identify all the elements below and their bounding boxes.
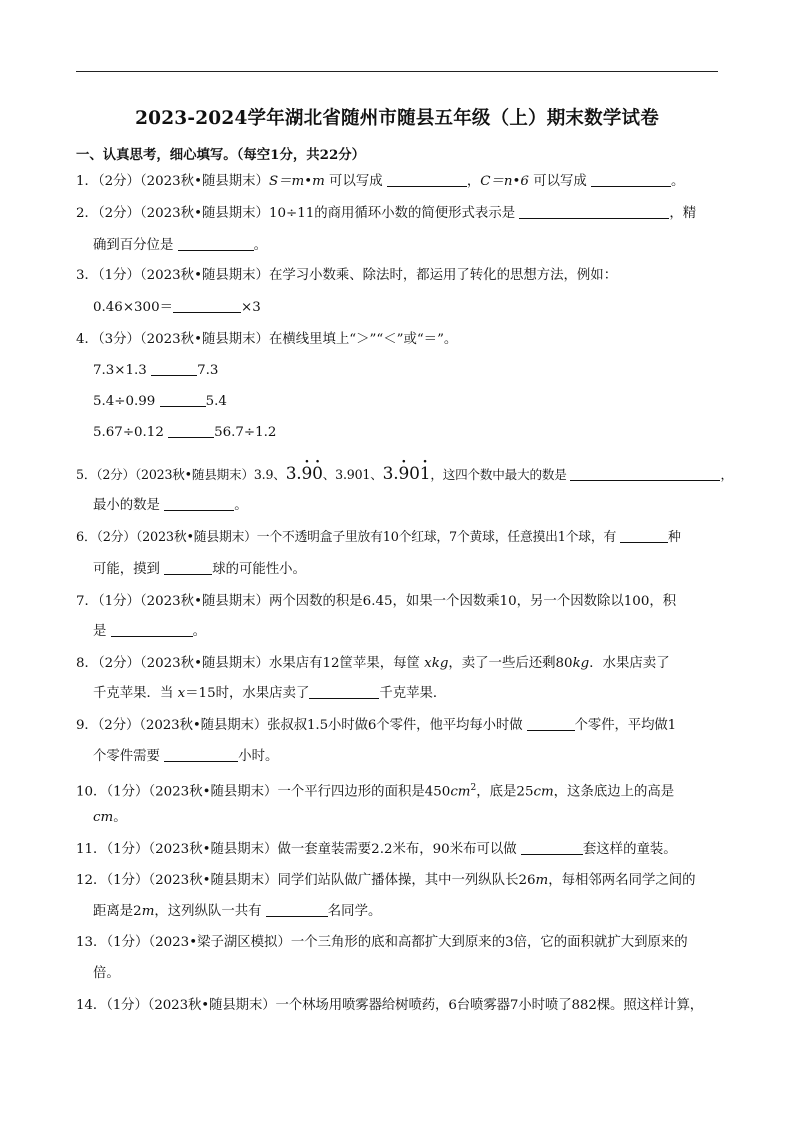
question-7-cont: 是 。 bbox=[93, 624, 207, 639]
question-8: 8．（2分）（2023秋•随县期末）水果店有12筐苹果，每筐 xkg，卖了一些后还剩80kg．水果店卖了 bbox=[76, 656, 670, 671]
question-8-cont: 千克苹果．当 x＝15时，水果店卖了 千克苹果． bbox=[93, 686, 447, 701]
question-4-row-3: 5.67÷0.12 56.7÷1.2 bbox=[93, 425, 277, 440]
question-7: 7．（1分）（2023秋•随县期末）两个因数的积是6.45，如果一个因数乘10，另一个因数除以100，积 bbox=[76, 594, 677, 609]
answer-blank[interactable] bbox=[521, 840, 583, 855]
question-9: 9．（2分）（2023秋•随县期末）张叔叔1.5小时做6个零件，他平均每小时做 个零件，平均做1 bbox=[76, 718, 677, 733]
question-5: 5．（2分）（2023秋•随县期末）3.9、3.· 9· 0、3.901、3.· 90· 1，这四个数中最大的数是 ， bbox=[76, 464, 733, 485]
answer-blank[interactable] bbox=[164, 496, 234, 511]
answer-blank[interactable] bbox=[519, 204, 669, 219]
answer-blank[interactable] bbox=[309, 684, 379, 699]
question-5-cont: 最小的数是 。 bbox=[93, 498, 248, 513]
question-12-cont: 距离是2m，这列纵队一共有 名同学。 bbox=[93, 904, 382, 919]
question-9-cont: 个零件需要 小时。 bbox=[93, 749, 279, 764]
answer-blank[interactable] bbox=[173, 298, 241, 313]
question-3-cont: 0.46×300＝ ×3 bbox=[93, 300, 261, 315]
answer-blank[interactable] bbox=[266, 902, 328, 917]
answer-blank[interactable] bbox=[151, 361, 197, 376]
answer-blank[interactable] bbox=[527, 716, 575, 731]
question-13: 13．（1分）（2023•梁子湖区模拟）一个三角形的底和高都扩大到原来的3倍，它的面积就扩大到原来的 bbox=[76, 935, 688, 950]
question-6-cont: 可能，摸到 球的可能性小。 bbox=[93, 562, 306, 577]
page-title: 2023-2024学年湖北省随州市随县五年级（上）期末数学试卷 bbox=[135, 108, 659, 129]
answer-blank[interactable] bbox=[570, 466, 720, 481]
answer-blank[interactable] bbox=[160, 392, 206, 407]
answer-blank[interactable] bbox=[168, 423, 214, 438]
question-3: 3．（1分）（2023秋•随县期末）在学习小数乘、除法时，都运用了转化的思想方法，例如： bbox=[76, 268, 618, 283]
question-4: 4．（3分）（2023秋•随县期末）在横线里填上“＞”“＜”或“＝”。 bbox=[76, 332, 458, 347]
question-10-cont: cm。 bbox=[93, 810, 127, 825]
repeating-decimal-2: 3.· 90· 1 bbox=[383, 464, 431, 484]
section-heading-1: 一、认真思考，细心填写。（每空1分，共22分） bbox=[76, 147, 366, 163]
question-1: 1．（2分）（2023秋•随县期末）S＝m•m 可以写成 ，C＝n•6 可以写成 。 bbox=[76, 174, 685, 189]
question-6: 6．（2分）（2023秋•随县期末）一个不透明盒子里放有10个红球，7个黄球，任意摸出1个球，有 种 bbox=[76, 530, 681, 545]
question-4-row-1: 7.3×1.3 7.3 bbox=[93, 363, 219, 378]
question-4-row-2: 5.4÷0.99 5.4 bbox=[93, 394, 227, 409]
question-14: 14．（1分）（2023秋•随县期末）一个林场用喷雾器给树喷药，6台喷雾器7小时喷了882棵。照这样计算， bbox=[76, 998, 704, 1013]
question-10: 10．（1分）（2023秋•随县期末）一个平行四边形的面积是$450cm^2$，底是25cm，这条底边上的高是 bbox=[76, 783, 675, 800]
question-11: 11．（1分）（2023秋•随县期末）做一套童装需要2.2米布，90米布可以做 套这样的童装。 bbox=[76, 842, 677, 857]
header-rule bbox=[76, 71, 718, 72]
question-2-cont: 确到百分位是 。 bbox=[93, 238, 267, 253]
answer-blank[interactable] bbox=[164, 747, 238, 762]
answer-blank[interactable] bbox=[387, 172, 467, 187]
question-13-cont: 倍。 bbox=[93, 966, 120, 981]
answer-blank[interactable] bbox=[178, 236, 254, 251]
answer-blank[interactable] bbox=[591, 172, 671, 187]
answer-blank[interactable] bbox=[620, 528, 668, 543]
answer-blank[interactable] bbox=[164, 560, 212, 575]
question-2: 2．（2分）（2023秋•随县期末）10÷11的商用循环小数的简便形式表示是 ，精 bbox=[76, 206, 697, 221]
question-12: 12．（1分）（2023秋•随县期末）同学们站队做广播体操，其中一列纵队长26m，每相邻两名同学之间的 bbox=[76, 873, 696, 888]
repeating-decimal-1: 3.· 9· 0 bbox=[286, 464, 323, 484]
answer-blank[interactable] bbox=[111, 622, 193, 637]
